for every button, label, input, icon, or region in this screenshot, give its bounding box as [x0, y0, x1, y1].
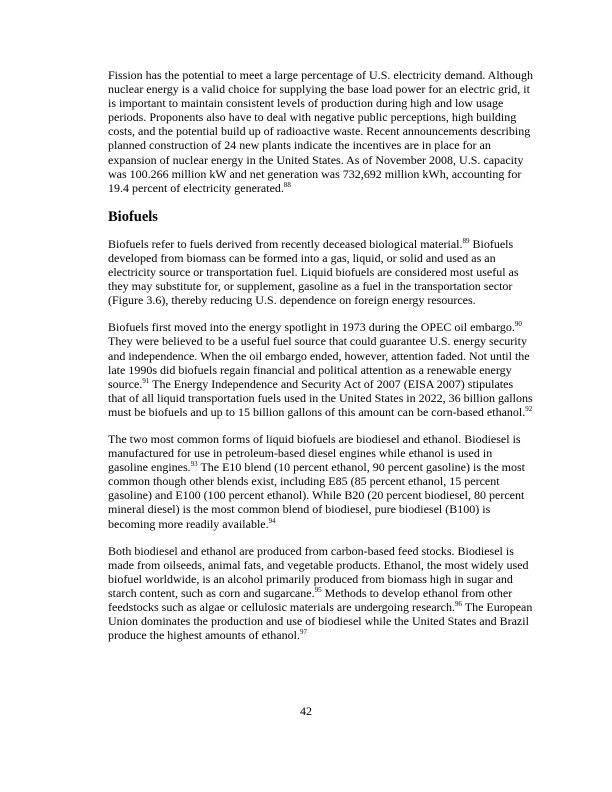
- footnote-ref: 93: [190, 460, 198, 469]
- paragraph-biofuels-definition: [108, 237, 534, 307]
- footnote-ref: 88: [283, 180, 291, 189]
- document-page: [108, 68, 534, 655]
- paragraph-text: Both biodiesel and ethanol are produced from carbon-based feed stocks. Biodiesel is made from oilseeds, animal fats, and vegetable products. Ethanol, the most widely used biofuel worldwide, is an alcohol primarily produced from biomass high in sugar and starch content, such as corn and sugarcane.: [108, 543, 529, 600]
- footnote-ref: 90: [514, 320, 522, 329]
- paragraph-text: Biofuels first moved into the energy spotlight in 1973 during the OPEC oil embargo.: [108, 320, 515, 335]
- footnote-ref: 92: [525, 404, 533, 413]
- footnote-ref: 89: [462, 236, 470, 245]
- footnote-ref: 91: [142, 376, 150, 385]
- paragraph-feedstocks: [108, 544, 534, 643]
- paragraph-text: Methods to develop ethanol from other feedstocks such as algae or cellulosic materials are undergoing research.: [108, 585, 513, 614]
- paragraph-text: The two most common forms of liquid biofuels are biodiesel and ethanol. Biodiesel is manufactured for use in petroleum-based diesel engines while ethanol is used in gasoline engines.: [108, 431, 521, 475]
- footnote-ref: 97: [299, 628, 307, 637]
- paragraph-nuclear: [108, 68, 534, 195]
- footnote-ref: 94: [268, 516, 276, 525]
- paragraph-text: The Energy Independence and Security Act of 2007 (EISA 2007) stipulates that of all liquid transportation fuels used in the United States in 2022, 36 billion gallons must be biofuels and up to 15 billion gallons of this amount can be corn-based ethanol.: [108, 376, 533, 419]
- paragraph-text: They were believed to be a useful fuel source that could guarantee U.S. energy security and independence. When the oil embargo ended, however, attention faded. Not until the late 1990s did biofuels regain financial and political attention as a renewable energy source.: [108, 334, 530, 391]
- page-number: 42: [300, 704, 312, 718]
- paragraph-text: The E10 blend (10 percent ethanol, 90 percent gasoline) is the most common though other blends exist, including E85 (85 percent ethanol, 15 percent gasoline) and E100 (100 percent ethanol). While B20 (20 percent biodiesel, 80 percent mineral diesel) is the most common blend of biodiesel, pure biodiesel (B100) is becoming more readily available.: [108, 460, 526, 531]
- section-heading-biofuels: Biofuels: [108, 208, 158, 225]
- paragraph-biofuel-forms: [108, 432, 534, 531]
- paragraph-biofuels-history: [108, 320, 534, 419]
- paragraph-text: Biofuels refer to fuels derived from recently deceased biological material.: [108, 236, 463, 251]
- paragraph-text: Fission has the potential to meet a large percentage of U.S. electricity demand. Although nuclear energy is a valid choice for supplying the base load power for an electric grid, it is important to maintain consistent levels of production during high and low usage periods. Proponents also have to deal with negative public perceptions, high building costs, and the potential build up of radioactive waste. Recent announcements describing planned construction of 24 new plants indicate the incentives are in place for an expansion of nuclear energy in the United States. As of November 2008, U.S. capacity was 100.266 million kW and net generation was 732,692 million kWh, accounting for 19.4 percent of electricity generated.: [108, 68, 533, 195]
- paragraph-text: The European Union dominates the production and use of biodiesel while the United States and Brazil produce the highest amounts of ethanol.: [108, 600, 533, 643]
- footnote-ref: 95: [314, 585, 322, 594]
- paragraph-text: Biofuels developed from biomass can be formed into a gas, liquid, or solid and used as an electricity source or transportation fuel. Liquid biofuels are considered most useful as they may substitute for, or supplement, gasoline as a fuel in the transportation sector (Figure 3.6), thereby reducing U.S. dependence on foreign energy resources.: [108, 236, 519, 308]
- footnote-ref: 96: [454, 600, 462, 608]
